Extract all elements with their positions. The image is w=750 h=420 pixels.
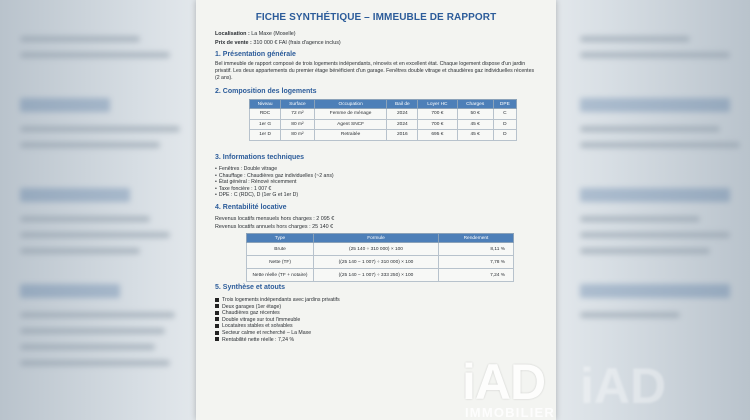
revenus-mensuels: Revenus locatifs mensuels hors charges : 2 095 € bbox=[215, 216, 335, 222]
presentation-paragraph bbox=[215, 61, 539, 82]
table-cell: 80 m² bbox=[281, 130, 315, 141]
square-bullet-icon bbox=[215, 331, 219, 335]
table-cell: Brute bbox=[247, 243, 314, 256]
atouts-list bbox=[215, 297, 340, 343]
square-bullet-icon bbox=[215, 298, 219, 302]
table-cell: 80 m² bbox=[281, 119, 315, 130]
localisation-line bbox=[215, 31, 296, 37]
table-cell: C bbox=[493, 109, 516, 120]
list-item: • Chauffage : Chaudières gaz individuelles (~2 ans) bbox=[215, 172, 334, 179]
table-cell: 700 € bbox=[418, 109, 457, 120]
presentation-line: (2 ans). bbox=[215, 75, 233, 81]
localisation-label: Localisation : bbox=[215, 31, 250, 37]
presentation-line: privatif. Les deux appartements du premier étage bénéficient d'un garage. Fenêtres double vitrage et chaudières gaz individuelles récentes bbox=[215, 68, 535, 74]
list-item: • DPE : C (RDC), D (1er G et 1er D) bbox=[215, 192, 299, 199]
square-bullet-icon bbox=[215, 324, 219, 328]
square-bullet-icon bbox=[215, 304, 219, 308]
table-header-cell: Bail de bbox=[387, 100, 418, 109]
table-row bbox=[247, 256, 514, 269]
table-header-cell: Loyer HC bbox=[418, 100, 457, 109]
table-cell: Agent SNCF bbox=[314, 119, 387, 130]
table-cell: Retraitée bbox=[314, 130, 387, 141]
list-item: • Taxe foncière : 1 007 € bbox=[215, 185, 272, 192]
bullet-icon: • bbox=[215, 185, 217, 192]
list-item: • État général : Rénové récemment bbox=[215, 179, 297, 186]
square-bullet-icon bbox=[215, 317, 219, 321]
section-heading-rentabilite: 4. Rentabilité locative bbox=[215, 204, 287, 211]
table-row bbox=[250, 130, 517, 141]
revenus-annuels: Revenus locatifs annuels hors charges : 25 140 € bbox=[215, 224, 334, 230]
table-cell: 45 € bbox=[457, 130, 493, 141]
blurred-background-left bbox=[0, 0, 190, 420]
iad-logo-subtitle: IMMOBILIER bbox=[465, 405, 555, 420]
table-header-row bbox=[247, 234, 514, 243]
table-header-cell: Niveau bbox=[250, 100, 281, 109]
table-cell: 7,24 % bbox=[439, 269, 514, 282]
list-item: Trois logements indépendants avec jardins privatifs bbox=[215, 297, 340, 304]
table-cell: 45 € bbox=[457, 119, 493, 130]
table-cell: (25 140 ÷ 310 000) × 100 bbox=[314, 243, 439, 256]
square-bullet-icon bbox=[215, 311, 219, 315]
section-heading-logements: 2. Composition des logements bbox=[215, 88, 317, 95]
table-cell: D bbox=[493, 130, 516, 141]
document-title: FICHE SYNTHÉTIQUE – IMMEUBLE DE RAPPORT bbox=[255, 12, 497, 23]
watermark-ghost-logo: iAD bbox=[580, 358, 667, 414]
table-row bbox=[250, 109, 517, 120]
prix-label: Prix de vente : bbox=[215, 40, 252, 46]
list-item: • Fenêtres : Double vitrage bbox=[215, 166, 278, 172]
table-header-cell: Occupation bbox=[314, 100, 387, 109]
table-cell: 1er G bbox=[250, 119, 281, 130]
table-header-cell: Rendement bbox=[439, 234, 514, 243]
list-item: Locataires stables et solvables bbox=[215, 323, 340, 330]
table-cell: Nette réelle (TF + notaire) bbox=[247, 269, 314, 282]
prix-value: 310 000 € FAI (frais d'agence inclus) bbox=[253, 40, 341, 46]
iad-logo-text: iAD bbox=[462, 354, 546, 410]
table-cell: 7,78 % bbox=[439, 256, 514, 269]
table-cell: 2024 bbox=[387, 119, 418, 130]
table-cell: 700 € bbox=[418, 119, 457, 130]
table-header-cell: Surface bbox=[281, 100, 315, 109]
table-cell: D bbox=[493, 119, 516, 130]
list-item: Chaudières gaz récentes bbox=[215, 310, 340, 317]
table-row bbox=[247, 269, 514, 282]
list-item: Deux garages (1er étage) bbox=[215, 304, 340, 311]
presentation-line: Bel immeuble de rapport composé de trois logements indépendants, rénovés et en excellent état. Chaque logement dispose d'un jardin bbox=[215, 61, 526, 67]
table-cell: 50 € bbox=[457, 109, 493, 120]
list-item: Rentabilité nette réelle : 7,24 % bbox=[215, 337, 340, 344]
table-cell: 8,11 % bbox=[439, 243, 514, 256]
table-cell: Femme de ménage bbox=[314, 109, 387, 120]
table-header-cell: Formule bbox=[314, 234, 439, 243]
table-cell: 72 m² bbox=[281, 109, 315, 120]
table-header-row bbox=[250, 100, 517, 109]
section-heading-atouts: 5. Synthèse et atouts bbox=[215, 284, 286, 291]
table-row bbox=[250, 119, 517, 130]
prix-line bbox=[215, 40, 341, 46]
localisation-value: La Maxe (Moselle) bbox=[251, 31, 296, 37]
rentabilite-table bbox=[246, 233, 514, 282]
iad-watermark-logo bbox=[462, 354, 582, 420]
table-cell: 2016 bbox=[387, 130, 418, 141]
bullet-icon: • bbox=[215, 192, 217, 199]
table-header-cell: Type bbox=[247, 234, 314, 243]
table-row bbox=[247, 243, 514, 256]
table-cell: Nette (TF) bbox=[247, 256, 314, 269]
table-cell: 2024 bbox=[387, 109, 418, 120]
technique-list bbox=[215, 166, 334, 199]
list-item: Double vitrage sur tout l'immeuble bbox=[215, 317, 340, 324]
bullet-icon: • bbox=[215, 172, 217, 179]
square-bullet-icon bbox=[215, 337, 219, 341]
section-heading-technique: 3. Informations techniques bbox=[215, 154, 305, 161]
table-cell: 1er D bbox=[250, 130, 281, 141]
table-cell: RDC bbox=[250, 109, 281, 120]
table-header-cell: Charges bbox=[457, 100, 493, 109]
section-heading-presentation: 1. Présentation générale bbox=[215, 51, 296, 58]
bullet-icon: • bbox=[215, 166, 217, 172]
table-cell: 695 € bbox=[418, 130, 457, 141]
list-item: Secteur calme et recherché – La Maxe bbox=[215, 330, 340, 337]
bullet-icon: • bbox=[215, 179, 217, 186]
table-cell: ((25 140 − 1 007) ÷ 333 250) × 100 bbox=[314, 269, 439, 282]
table-cell: ((25 140 − 1 007) ÷ 310 000) × 100 bbox=[314, 256, 439, 269]
table-header-cell: DPE bbox=[493, 100, 516, 109]
logements-table bbox=[249, 99, 517, 141]
